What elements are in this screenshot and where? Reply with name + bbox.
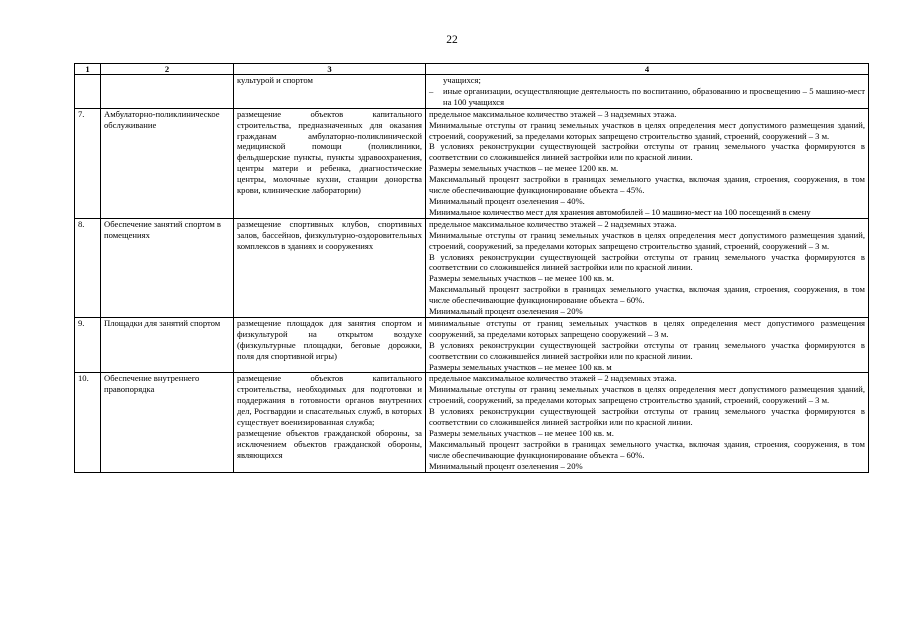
- column-header: 3: [234, 64, 426, 75]
- cell-params: [426, 317, 869, 373]
- cell-num: 7.: [75, 108, 101, 218]
- param-text: Размеры земельных участков – не менее 1200 кв. м.: [429, 163, 619, 174]
- desc-text: размещение объектов капитального строительства, необходимых для подготовки и поддержания в готовности органов внутренних дел, Росгвардии и спасательных служб, в которых существует военизированная служба;: [237, 373, 422, 428]
- param-text: Максимальный процент застройки в границах земельного участка, включая здания, строения, сооружения, в том числе обеспечивающие функционирование объекта – 60%.: [429, 438, 865, 460]
- param-text: Максимальный процент застройки в границах земельного участка, включая здания, строения, сооружения, в том числе обеспечивающие функционирование объекта – 60%.: [429, 284, 865, 306]
- param-text: Минимальные отступы от границ земельных участков в целях определения мест допустимого размещения зданий, строений, сооружений, за пределами которых запрещено строительство зданий, строений, сооружений – 3 м.: [429, 229, 865, 251]
- table-row: [75, 317, 869, 373]
- param-text: Минимальное количество мест для хранения автомобилей – 10 машино-мест на 100 посещений в смену: [429, 206, 811, 217]
- cell-params: [426, 108, 869, 218]
- dash-marker: –: [429, 85, 434, 96]
- param-text: предельное максимальное количество этажей – 3 надземных этажа.: [429, 108, 677, 119]
- param-text: Размеры земельных участков – не менее 100 кв. м.: [429, 273, 614, 284]
- table-row: [75, 218, 869, 317]
- cell-num: 10.: [75, 373, 101, 472]
- cell-num: 8.: [75, 218, 101, 317]
- param-text: минимальные отступы от границ земельных участков в целях определения мест допустимого размещения сооружений, за пределами которых запрещено сооружений – 3 м.: [429, 317, 865, 339]
- column-header: 2: [101, 64, 234, 75]
- param-text: предельное максимальное количество этажей – 2 надземных этажа.: [429, 218, 677, 229]
- desc-text: размещение объектов капитального строительства, предназначенных для оказания гражданам амбулаторно-поликлинической медицинской помощи (поликлиники, фельдшерские пункты, пункты здравоохранения, центры матери и ребенка, диагностические центры, молочные кухни, станции донорства крови, клинические лаборатории): [237, 108, 422, 196]
- param-text: В условиях реконструкции существующей застройки отступы от границ земельного участка формируются в соответствии со сложившейся линией застройки или по красной линии.: [429, 339, 865, 361]
- param-text: Размеры земельных участков – не менее 100 кв. м: [429, 361, 612, 372]
- table-header-row: [75, 64, 869, 75]
- cell-params: [426, 218, 869, 317]
- cell-name: Обеспечение занятий спортом в помещениях: [101, 218, 234, 317]
- table-row: [75, 108, 869, 218]
- cell-name: Амбулаторно-поликлиническое обслуживание: [101, 108, 234, 218]
- param-text: Минимальные отступы от границ земельных участков в целях определения мест допустимого размещения зданий, строений, сооружений, за пределами которых запрещено строительство зданий, строений, сооружений – 3 м.: [429, 384, 865, 406]
- param-text: учащихся;: [443, 75, 481, 85]
- param-text: Минимальный процент озеленения – 20%: [429, 306, 583, 317]
- param-text: предельное максимальное количество этажей – 2 надземных этажа.: [429, 373, 677, 384]
- cell-desc: [234, 218, 426, 317]
- param-text: В условиях реконструкции существующей застройки отступы от границ земельного участка формируются в соответствии со сложившейся линией застройки или по красной линии.: [429, 251, 865, 273]
- cell-desc: [234, 317, 426, 373]
- cell-desc: [234, 108, 426, 218]
- cell-name: [101, 75, 234, 109]
- param-text: Минимальный процент озеленения – 40%.: [429, 195, 585, 206]
- param-text: В условиях реконструкции существующей застройки отступы от границ земельного участка формируются в соответствии со сложившейся линией застройки или по красной линии.: [429, 406, 865, 428]
- cell-desc: [234, 373, 426, 472]
- cell-num: 9.: [75, 317, 101, 373]
- param-text: Минимальные отступы от границ земельных участков в целях определения мест допустимого размещения зданий, строений, сооружений, за пределами которых запрещено строительство зданий, строений, сооружений – 3 м.: [429, 119, 865, 141]
- cell-desc: [234, 75, 426, 109]
- desc-text: размещение спортивных клубов, спортивных залов, бассейнов, физкультурно-оздоровительных комплексов в зданиях и сооружениях: [237, 218, 422, 251]
- param-text: Максимальный процент застройки в границах земельного участка, включая здания, строения, сооружения, в том числе обеспечивающие функционирование объекта – 45%.: [429, 174, 865, 196]
- cell-name: Площадки для занятий спортом: [101, 317, 234, 373]
- column-header: 4: [426, 64, 869, 75]
- param-text: В условиях реконструкции существующей застройки отступы от границ земельного участка формируются в соответствии со сложившейся линией застройки или по красной линии.: [429, 141, 865, 163]
- table-row: [75, 373, 869, 472]
- cell-params: [426, 373, 869, 472]
- continuation-row: [75, 75, 869, 109]
- cell-params: [426, 75, 869, 109]
- regulations-table: [74, 63, 869, 473]
- column-header: 1: [75, 64, 101, 75]
- page-number: 22: [446, 34, 458, 46]
- param-text: иные организации, осуществляющие деятельность по воспитанию, образованию и просвещению – 5 машино-мест на 100 учащихся: [443, 85, 865, 107]
- desc-text: размещение объектов гражданской обороны, за исключением объектов гражданской обороны, являющихся: [237, 428, 422, 460]
- param-text: Минимальный процент озеленения – 20%: [429, 460, 583, 471]
- desc-text: культурой и спортом: [237, 75, 313, 85]
- desc-text: размещение площадок для занятия спортом и физкультурой на открытом воздухе (физкультурные площадки, беговые дорожки, поля для спортивной игры): [237, 317, 422, 361]
- param-text: Размеры земельных участков – не менее 100 кв. м.: [429, 428, 614, 438]
- cell-num: [75, 75, 101, 109]
- cell-name: Обеспечение внутреннего правопорядка: [101, 373, 234, 472]
- dash-list-item: [429, 86, 865, 108]
